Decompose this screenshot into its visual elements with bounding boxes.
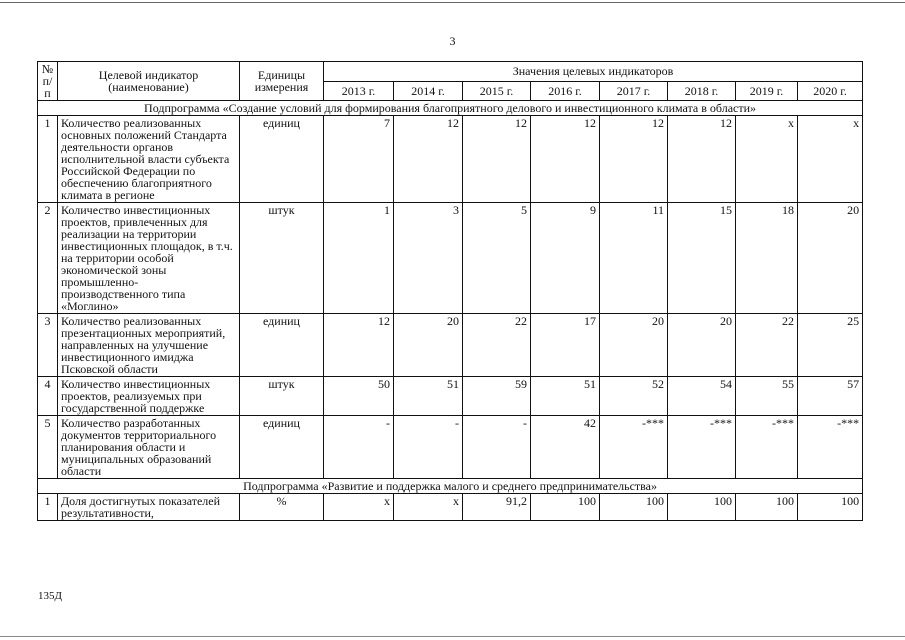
table-row <box>38 203 863 314</box>
value-cell: 18 <box>736 203 798 314</box>
unit: единиц <box>240 116 324 203</box>
indicator-name: Количество инвестиционных проектов, реализуемых при государственной поддержке <box>58 377 240 416</box>
header-year: 2013 г. <box>324 81 394 101</box>
value-cell: x <box>324 494 394 521</box>
subprogram-title: Подпрограмма «Создание условий для формирования благоприятного делового и инвестиционного климата в области» <box>38 101 863 116</box>
table-row <box>38 314 863 377</box>
scan-edge-top <box>0 2 905 3</box>
unit: штук <box>240 203 324 314</box>
header-year: 2019 г. <box>736 81 798 101</box>
value-cell: 51 <box>531 377 600 416</box>
value-cell: 12 <box>324 314 394 377</box>
table-row <box>38 494 863 521</box>
value-cell: 9 <box>531 203 600 314</box>
indicator-name: Количество инвестиционных проектов, привлеченных для реализации на территории инвестиционных площадок, в т.ч. на территории особой экономической зоны промышленно-производственного типа «Моглино» <box>58 203 240 314</box>
header-year: 2016 г. <box>531 81 600 101</box>
value-cell: -*** <box>736 416 798 479</box>
row-num: 1 <box>38 116 58 203</box>
row-num: 5 <box>38 416 58 479</box>
subprogram-row <box>38 479 863 494</box>
header-values-title: Значения целевых индикаторов <box>324 62 863 82</box>
value-cell: 20 <box>600 314 668 377</box>
header-year: 2020 г. <box>798 81 863 101</box>
value-cell: - <box>394 416 463 479</box>
value-cell: 55 <box>736 377 798 416</box>
subprogram-row <box>38 101 863 116</box>
unit: штук <box>240 377 324 416</box>
header-year: 2018 г. <box>668 81 736 101</box>
header-year: 2015 г. <box>463 81 531 101</box>
value-cell: 100 <box>736 494 798 521</box>
value-cell: 100 <box>798 494 863 521</box>
header-row-1 <box>38 62 863 82</box>
scan-edge-bottom <box>0 636 905 637</box>
table-row <box>38 416 863 479</box>
value-cell: 17 <box>531 314 600 377</box>
value-cell: 3 <box>394 203 463 314</box>
row-num: 1 <box>38 494 58 521</box>
value-cell: 100 <box>600 494 668 521</box>
value-cell: 100 <box>668 494 736 521</box>
value-cell: 5 <box>463 203 531 314</box>
subprogram-title: Подпрограмма «Развитие и поддержка малого и среднего предпринимательства» <box>38 479 863 494</box>
indicator-name: Количество реализованных основных положений Стандарта деятельности органов исполнительной власти субъекта Российской Федерации по обеспечению благоприятного климата в регионе <box>58 116 240 203</box>
value-cell: x <box>798 116 863 203</box>
value-cell: -*** <box>798 416 863 479</box>
value-cell: 22 <box>736 314 798 377</box>
unit: единиц <box>240 314 324 377</box>
value-cell: 54 <box>668 377 736 416</box>
value-cell: x <box>394 494 463 521</box>
page-number: 3 <box>449 34 456 48</box>
value-cell: x <box>736 116 798 203</box>
value-cell: 12 <box>463 116 531 203</box>
document-code: 135Д <box>38 590 63 602</box>
value-cell: - <box>324 416 394 479</box>
value-cell: 11 <box>600 203 668 314</box>
table-row <box>38 377 863 416</box>
row-num: 2 <box>38 203 58 314</box>
value-cell: 25 <box>798 314 863 377</box>
row-num: 4 <box>38 377 58 416</box>
value-cell: 91,2 <box>463 494 531 521</box>
unit: % <box>240 494 324 521</box>
value-cell: 100 <box>531 494 600 521</box>
value-cell: - <box>463 416 531 479</box>
header-year: 2014 г. <box>394 81 463 101</box>
value-cell: 15 <box>668 203 736 314</box>
row-num: 3 <box>38 314 58 377</box>
unit: единиц <box>240 416 324 479</box>
value-cell: 12 <box>600 116 668 203</box>
value-cell: 22 <box>463 314 531 377</box>
value-cell: 51 <box>394 377 463 416</box>
indicator-name: Доля достигнутых показателей результативности, <box>58 494 240 521</box>
value-cell: 20 <box>668 314 736 377</box>
header-units: Единицы измерения <box>240 62 324 101</box>
value-cell: 20 <box>394 314 463 377</box>
indicator-name: Количество реализованных презентационных мероприятий, направленных на улучшение инвестиционного имиджа Псковской области <box>58 314 240 377</box>
header-num: № п/п <box>38 62 58 101</box>
value-cell: 42 <box>531 416 600 479</box>
value-cell: 12 <box>668 116 736 203</box>
value-cell: 59 <box>463 377 531 416</box>
value-cell: 7 <box>324 116 394 203</box>
value-cell: 52 <box>600 377 668 416</box>
table-row <box>38 116 863 203</box>
header-year: 2017 г. <box>600 81 668 101</box>
value-cell: 12 <box>531 116 600 203</box>
indicator-name: Количество разработанных документов территориального планирования области и муниципальных образований области <box>58 416 240 479</box>
value-cell: 20 <box>798 203 863 314</box>
target-indicators-table <box>37 61 863 521</box>
value-cell: -*** <box>668 416 736 479</box>
value-cell: 1 <box>324 203 394 314</box>
value-cell: 50 <box>324 377 394 416</box>
value-cell: 57 <box>798 377 863 416</box>
value-cell: -*** <box>600 416 668 479</box>
header-indicator: Целевой индикатор (наименование) <box>58 62 240 101</box>
value-cell: 12 <box>394 116 463 203</box>
